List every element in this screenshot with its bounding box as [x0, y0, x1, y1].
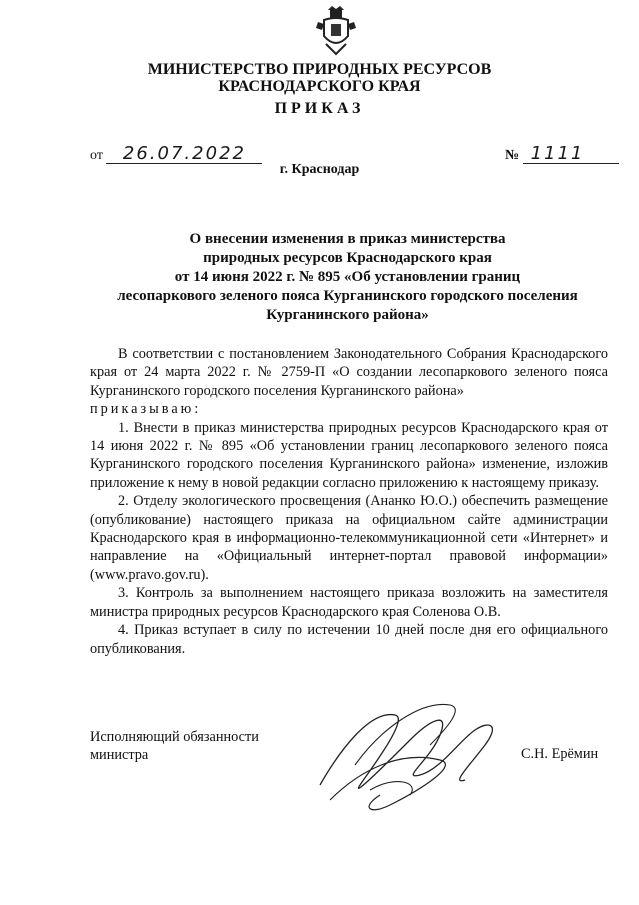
signatory-name: С.Н. Ерёмин	[521, 746, 599, 762]
title-line: Курганинского района»	[266, 307, 429, 323]
title-line: О внесении изменения в приказ министерства	[189, 231, 506, 247]
title-line: от 14 июня 2022 г. № 895 «Об установлении границ	[174, 269, 521, 285]
number-prefix: №	[505, 148, 520, 163]
document-title	[90, 230, 605, 325]
order-item-1: 1. Внести в приказ министерства природных ресурсов Краснодарского края от 14 июня 2022 г. № 895 «Об установлении границ лесопаркового зеленого пояса Курганинского городского поселения Курганинского района» изменение, изложив приложение к нему в новой редакции согласно приложению к настоящему приказу.	[90, 419, 608, 491]
position-line: министра	[90, 747, 149, 763]
title-line: лесопаркового зеленого пояса Курганинского городского поселения	[117, 288, 578, 304]
handwritten-number: 1111	[523, 145, 619, 164]
ministry-name-line1: МИНИСТЕРСТВО ПРИРОДНЫХ РЕСУРСОВ	[147, 61, 492, 78]
intro-paragraph: В соответствии с постановлением Законодательного Собрания Краснодарского края от 24 марта 2022 г. № 2759-П «О создании лесопаркового зеленого пояса Курганинского городского поселения Курганинского района»	[90, 346, 608, 399]
document-body	[90, 345, 608, 658]
order-word: приказываю:	[90, 401, 202, 418]
date-prefix: от	[90, 148, 103, 163]
city-label: г. Краснодар	[279, 162, 360, 177]
order-item-3: 3. Контроль за выполнением настоящего приказа возложить на заместителя министра природных ресурсов Краснодарского края Соленова О.В.	[90, 585, 608, 620]
order-item-4: 4. Приказ вступает в силу по истечении 10 дней после дня его официального опубликования.	[90, 622, 608, 657]
ministry-name-line2: КРАСНОДАРСКОГО КРАЯ	[218, 78, 421, 95]
document-type: ПРИКАЗ	[274, 100, 365, 117]
position-line: Исполняющий обязанности	[90, 729, 259, 745]
order-item-2: 2. Отделу экологического просвещения (Ананко Ю.О.) обеспечить размещение (опубликование) настоящего приказа на официальном сайте администрации Краснодарского края в информационно-телекоммуникационной сети «Интернет» и направление на «Официальный интернет-портал правовой информации» (www.pravo.gov.ru).	[90, 493, 608, 583]
signatory-position	[90, 728, 259, 764]
handwritten-date: 26.07.2022	[106, 145, 262, 164]
title-line: природных ресурсов Краснодарского края	[203, 250, 492, 266]
handwritten-signature	[300, 690, 505, 820]
coat-of-arms-icon	[316, 6, 356, 56]
